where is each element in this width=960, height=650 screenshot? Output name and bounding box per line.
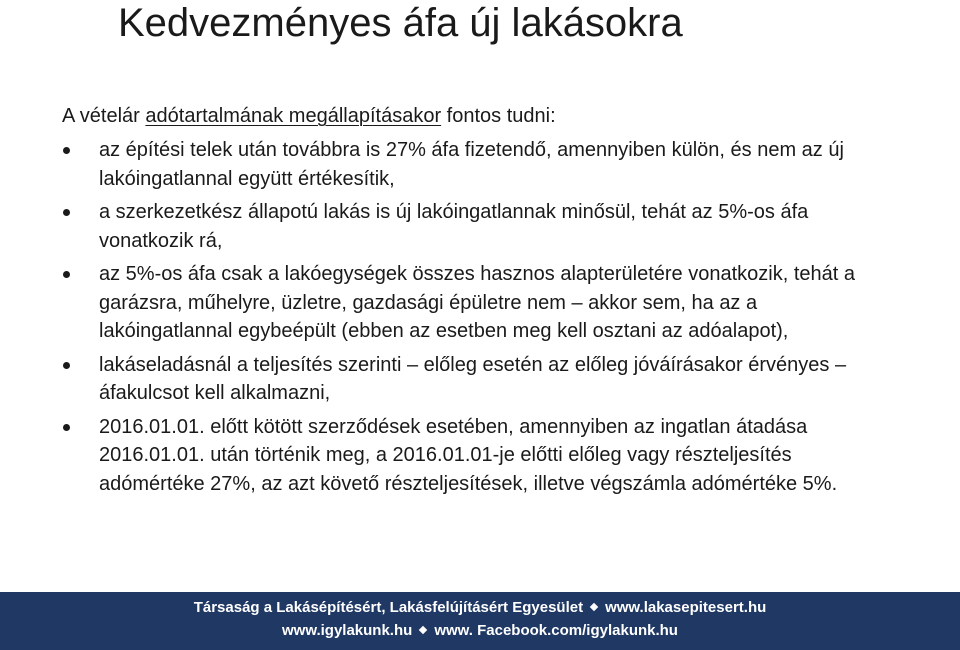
bullet-text: a szerkezetkész állapotú lakás is új lakóingatlannak minősül, tehát az 5%-os áfa vonatkozik rá,: [99, 201, 809, 252]
bullet-text: 2016.01.01. előtt kötött szerződések esetében, amennyiben az ingatlan átadása 2016.01.01. után történik meg, a 2016.01.01-je előtti előleg vagy részteljesítés adómértéke 27%, az azt követő részteljesítések, illetve végszámla adómértéke 5%.: [99, 415, 838, 495]
bullet-item: [62, 413, 892, 499]
slide-title: Kedvezményes áfa új lakásokra: [118, 1, 683, 45]
intro-line: [62, 100, 892, 132]
bullet-text: az 5%-os áfa csak a lakóegységek összes hasznos alapterületére vonatkozik, tehát a garázsra, műhelyre, üzletre, gazdasági épületre nem – akkor sem, ha az a lakóingatlannal egybeépült (ebben az esetben meg kell osztani az adóalapot),: [99, 263, 855, 342]
intro-suffix: fontos tudni:: [441, 105, 556, 127]
diamond-icon: [590, 603, 598, 611]
intro-underlined-term: adótartalmának megállapításakor: [145, 105, 442, 127]
bullet-dot-icon: [63, 147, 70, 154]
bullet-item: [62, 260, 892, 346]
bullet-text: lakáseladásnál a teljesítés szerinti – előleg esetén az előleg jóváírásakor érvényes – áfakulcsot kell alkalmazni,: [99, 353, 847, 404]
bullet-item: [62, 136, 892, 193]
footer-link-facebook[interactable]: www. Facebook.com/igylakunk.hu: [434, 622, 678, 639]
footer-org-name: Társaság a Lakásépítésért, Lakásfelújításért Egyesület: [193, 599, 584, 616]
bullet-list: [62, 136, 892, 498]
footer-bar: [0, 592, 960, 650]
diamond-icon: [419, 626, 427, 634]
footer-link-lakasepitesert[interactable]: www.lakasepitesert.hu: [605, 599, 767, 616]
bullet-item: [62, 198, 892, 255]
footer-line-2: [0, 622, 960, 640]
footer-line-1: [0, 599, 960, 617]
intro-prefix: A vételár: [62, 105, 146, 127]
bullet-text: az építési telek után továbbra is 27% áfa fizetendő, amennyiben külön, és nem az új lakóingatlannal együtt értékesítik,: [99, 139, 844, 190]
bullet-dot-icon: [63, 209, 70, 216]
slide-content: [62, 100, 892, 503]
bullet-item: [62, 351, 892, 408]
footer-link-igylakunk[interactable]: www.igylakunk.hu: [282, 622, 413, 639]
bullet-dot-icon: [63, 424, 70, 431]
bullet-dot-icon: [63, 271, 70, 278]
bullet-dot-icon: [63, 362, 70, 369]
